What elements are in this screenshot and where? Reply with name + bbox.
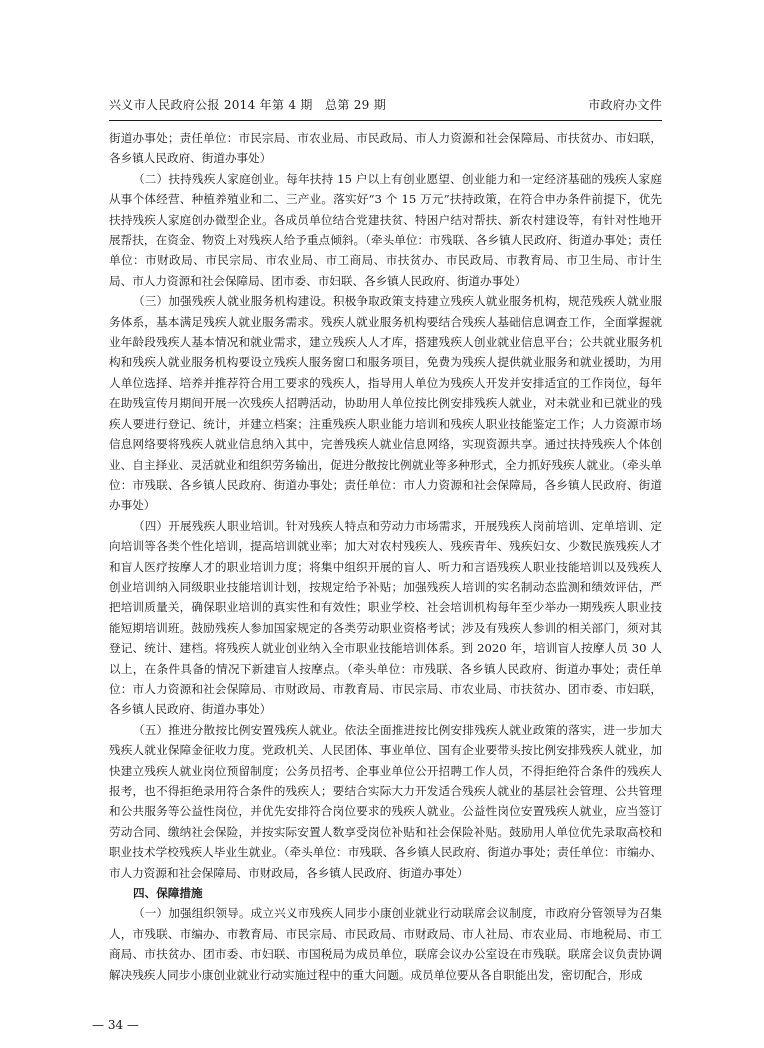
section-label: 市政府办文件: [588, 98, 662, 112]
paragraph-vocational-training: （四）开展残疾人职业培训。针对残疾人特点和劳动力市场需求，开展残疾人岗前培训、定单培训、定向培训等各类个性化培训，提高培训就业率；加大对农村残疾人、残疾青年、残疾妇女、少数民族残疾人才和盲人医疗按摩人才的职业培训力度；将集中组织开展的盲人、听力和言语残疾人职业技能培训以及残疾人创业培训纳入同级职业技能培训计划，按规定给予补贴；加强残疾人培训的实名制动态监测和绩效评估，严把培训质量关，确保职业培训的真实性和有效性；职业学校、社会培训机构每年至少举办一期残疾人职业技能短期培训班。鼓励残疾人参加国家规定的各类劳动职业资格考试；涉及有残疾人参训的相关部门，须对其登记、统计、建档。将残疾人就业创业纳入全市职业技能培训体系。到 2020 年，培训盲人按摩人员 30 人以上，在条件具备的情况下新建盲人按摩点。（牵头单位：市残联、各乡镇人民政府、街道办事处；责任单位：市人力资源和社会保障局、市财政局、市教育局、市民宗局、市农业局、市扶贫办、团市委、市妇联，各乡镇人民政府、街道办事处）: [109, 518, 662, 717]
header-divider: [109, 120, 662, 121]
paragraph-continuation: 街道办事处；责任单位：市民宗局、市农业局、市民政局、市人力资源和社会保障局、市扶贫办、市妇联，各乡镇人民政府、街道办事处）: [109, 131, 662, 166]
paragraph-proportional-employment: （五）推进分散按比例安置残疾人就业。依法全面推进按比例安排残疾人就业政策的落实，进一步加大残疾人就业保障金征收力度。党政机关、人民团体、事业单位、国有企业要带头按比例安排残疾人就业，加快建立残疾人就业岗位预留制度；公务员招考、企事业单位公开招聘工作人员，不得拒绝符合条件的残疾人报考，也不得拒绝录用符合条件的残疾人；要结合实际大力开发适合残疾人就业的基层社会管理、公共管理和公共服务等公益性岗位，并优先安排符合岗位要求的残疾人就业。公益性岗位安置残疾人就业，应当签订劳动合同、缴纳社会保险，并按实际安置人数享受岗位补贴和社会保险补贴。鼓励用人单位优先录取高校和职业技术学校残疾人毕业生就业。（牵头单位：市残联、各乡镇人民政府、街道办事处；责任单位：市编办、市人力资源和社会保障局、市财政局，各乡镇人民政府、街道办事处）: [109, 722, 662, 880]
paragraph-employment-service: （三）加强残疾人就业服务机构建设。积极争取政策支持建立残疾人就业服务机构，规范残疾人就业服务体系，基本满足残疾人就业服务需求。残疾人就业服务机构要结合残疾人基础信息调查工作，全面掌握就业年龄段残疾人基本情况和就业需求，建立残疾人人才库，搭建残疾人创业就业信息平台；公共就业服务机构和残疾人就业服务机构要设立残疾人服务窗口和服务项目，免费为残疾人提供就业服务和就业援助，为用人单位选择、培养并推荐符合用工要求的残疾人，指导用人单位为残疾人开发并安排适宜的工作岗位，每年在助残宣传月期间开展一次残疾人招聘活动，协助用人单位按比例安排残疾人就业，对未就业和已就业的残疾人要进行登记、统计，并建立档案；注重残疾人职业能力培训和残疾人职业技能鉴定工作；人力资源市场信息网络要将残疾人就业信息纳入其中，完善残疾人就业信息网络，实现资源共享。通过扶持残疾人个体创业、自主择业、灵活就业和组织劳务输出，促进分散按比例就业等多种形式，全力抓好残疾人就业。（牵头单位：市残联、各乡镇人民政府、街道办事处；责任单位：市人力资源和社会保障局，各乡镇人民政府、街道办事处）: [109, 294, 662, 513]
paragraph-family-entrepreneurship: （二）扶持残疾人家庭创业。每年扶持 15 户以上有创业愿望、创业能力和一定经济基础的残疾人家庭从事个体经营、种植养殖业和二、三产业。落实好“3 个 15 万元”扶持政策，在符合申办条件前提下，优先扶持残疾人家庭创办微型企业。各成员单位结合党建扶贫、特困户结对帮扶、新农村建设等，有针对性地开展帮扶，在资金、物资上对残疾人给予重点倾斜。（牵头单位：市残联、各乡镇人民政府、街道办事处；责任单位：市财政局、市民宗局、市农业局、市工商局、市扶贫办、市民政局、市教育局、市卫生局、市计生局、市人力资源和社会保障局、团市委、市妇联、各乡镇人民政府、街道办事处）: [109, 171, 662, 288]
page-number: — 34 —: [92, 1018, 139, 1032]
document-body: [109, 128, 662, 985]
paragraph-organization-leadership: （一）加强组织领导。成立兴义市残疾人同步小康创业就业行动联席会议制度，市政府分管领导为召集人，市残联、市编办、市教育局、市民宗局、市民政局、市财政局、市人社局、市农业局、市地税局、市工商局、市扶贫办、团市委、市妇联、市国税局为成员单位，联席会议办公室设在市残联。联席会议负责协调解决残疾人同步小康创业就业行动实施过程中的重大问题。成员单位要从各自职能出发，密切配合，形成: [109, 906, 662, 982]
section-heading-safeguards: 四、保障措施: [133, 886, 203, 901]
page-header: [109, 94, 662, 118]
gazette-title: 兴义市人民政府公报 2014 年第 4 期 总第 29 期: [109, 98, 387, 112]
